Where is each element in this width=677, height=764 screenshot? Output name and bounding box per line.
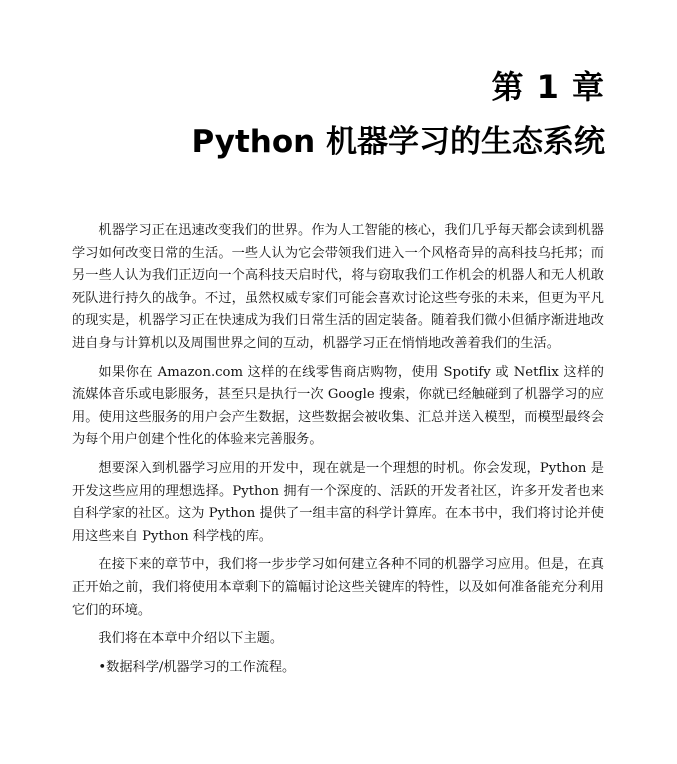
paragraph: 机器学习正在迅速改变我们的世界。作为人工智能的核心，我们几乎每天都会读到机器学习如何改变日常的生活。一些人认为它会带领我们进入一个风格奇异的高科技乌托邦；而另一些人认为我们正迈向一个高科技天启时代，将与窃取我们工作机会的机器人和无人机敢死队进行持久的战争。不过，虽然权威专家们可能会喜欢讨论这些夸张的未来，但更为平凡的现实是，机器学习正在快速成为我们日常生活的固定装备。随着我们微小但循序渐进地改进自身与计算机以及周围世界之间的互动，机器学习正在悄悄地改善着我们的生活。 xyxy=(72,223,604,351)
paragraph: 在接下来的章节中，我们将一步步学习如何建立各种不同的机器学习应用。但是，在真正开始之前，我们将使用本章剩下的篇幅讨论这些关键库的特性，以及如何准备能充分利用它们的环境。 xyxy=(72,557,604,618)
paragraph: 我们将在本章中介绍以下主题。 xyxy=(98,631,284,647)
body-text xyxy=(72,220,604,685)
paragraph: 如果你在 Amazon.com 这样的在线零售商店购物，使用 Spotify 或 Netflix 这样的流媒体音乐或电影服务，甚至只是执行一次 Google 搜索，你就已经触碰到了机器学习的应用。使用这些服务的用户会产生数据，这些数据会被收集、汇总并送入模型，而模型最终会为每个用户创建个性化的体验来完善服务。 xyxy=(72,364,604,448)
bullet-item: •数据科学/机器学习的工作流程。 xyxy=(98,659,296,675)
chapter-number: 第 1 章 xyxy=(491,68,605,106)
paragraph: 想要深入到机器学习应用的开发中，现在就是一个理想的时机。你会发现，Python 是开发这些应用的理想选择。Python 拥有一个深度的、活跃的开发者社区，许多开发者也来自科学家的社区。这为 Python 提供了一组丰富的科学计算库。在本书中，我们将讨论并使用这些来自 Python 科学栈的库。 xyxy=(72,460,604,544)
chapter-title: Python 机器学习的生态系统 xyxy=(191,124,605,160)
